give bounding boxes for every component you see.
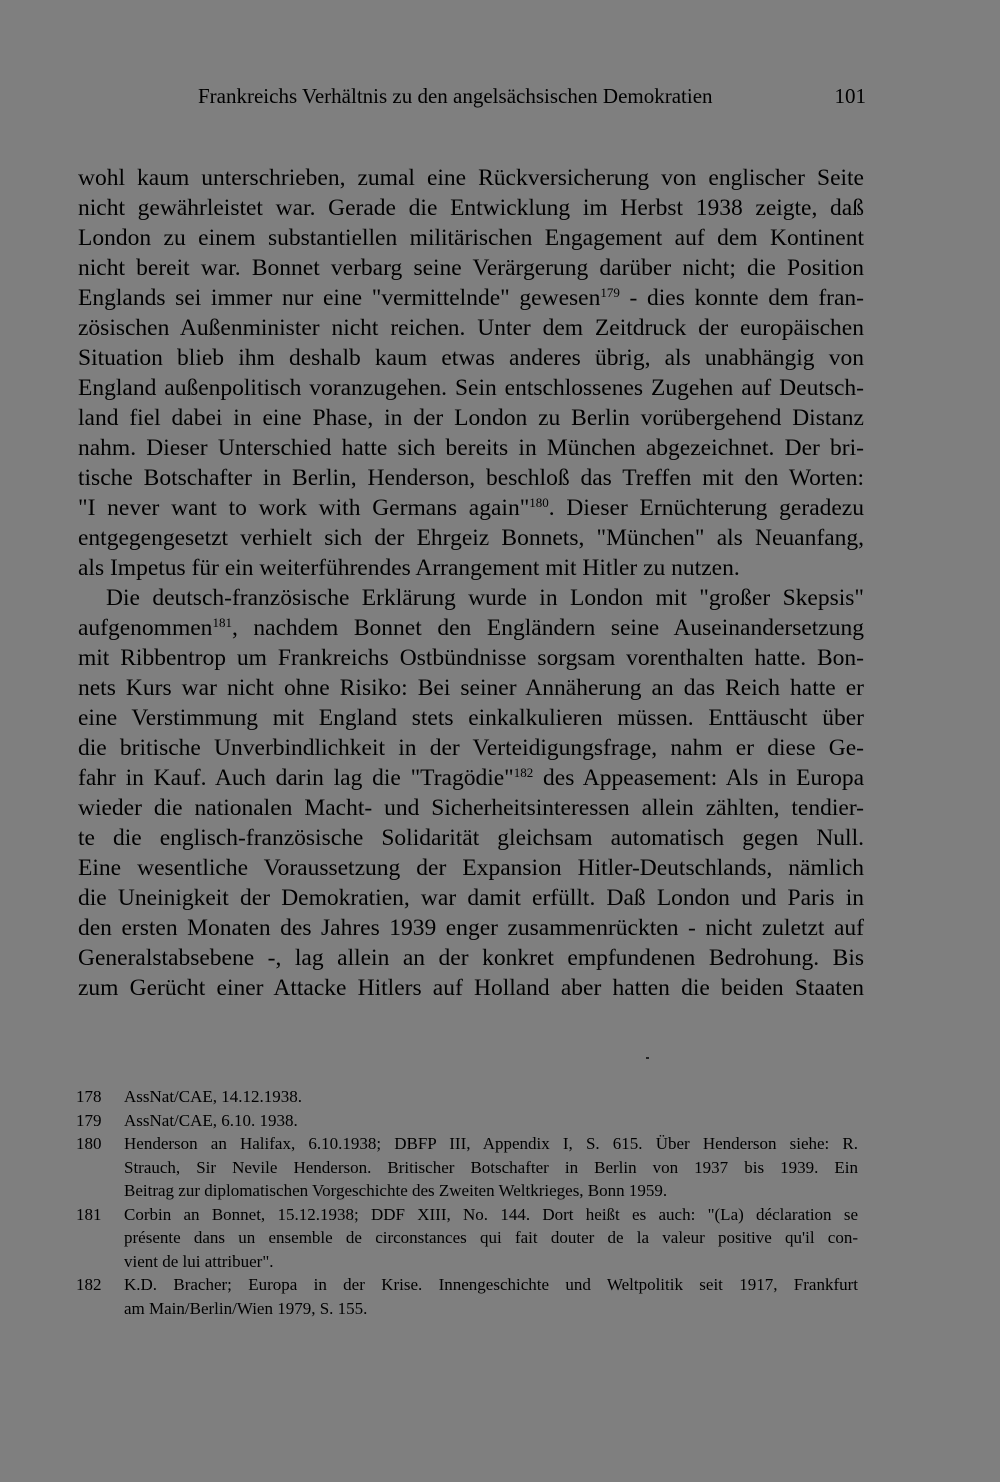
footnote-line: AssNat/CAE, 14.12.1938. (124, 1087, 303, 1106)
text-line: tische Botschafter in Berlin, Henderson, beschloß das Treffen mit den Worten: (78, 465, 864, 491)
footnote-ref: 182 (513, 765, 534, 780)
footnote-line: Beitrag zur diplomatischen Vorgeschichte des Zweiten Weltkrieges, Bonn 1959. (124, 1181, 668, 1200)
text-line: Die deutsch-französische Erklärung wurde in London mit "großer Skepsis" (106, 585, 864, 611)
text-line: land fiel dabei in eine Phase, in der London zu Berlin vorübergehend Distanz (78, 405, 864, 431)
footnote-line: Henderson an Halifax, 6.10.1938; DBFP III, Appendix I, S. 615. Über Henderson siehe: R. (124, 1134, 858, 1153)
footnote-line: présente dans un ensemble de circonstances qui fait douter de la valeur positive qu'il con- (124, 1228, 858, 1247)
footnote-181 (76, 1203, 858, 1274)
text-line: eine Verstimmung mit England stets einkalkulieren müssen. Enttäuscht über (78, 705, 864, 731)
footnote-text (124, 1132, 858, 1203)
page-number: 101 (834, 84, 866, 108)
text-line: als Impetus für ein weiterführendes Arrangement mit Hitler zu nutzen. (78, 555, 740, 581)
text-line: te die englisch-französische Solidarität gleichsam automatisch gegen Null. (78, 825, 864, 851)
text-line: entgegengesetzt verhielt sich der Ehrgeiz Bonnets, "München" als Neuanfang, (78, 525, 864, 551)
text-line: England außenpolitisch voranzugehen. Sein entschlossenes Zugehen auf Deutsch- (78, 375, 864, 401)
text-line: Generalstabsebene -, lag allein an der konkret empfundenen Bedrohung. Bis (78, 945, 864, 971)
footnote-text (124, 1273, 858, 1320)
footnote-ref: 179 (600, 285, 620, 300)
footnote-number: 178 (76, 1087, 102, 1106)
text-line: nicht bereit war. Bonnet verbarg seine Verärgerung darüber nicht; die Position (78, 255, 864, 281)
footnote-separator-mark (646, 1057, 649, 1059)
text-line: zum Gerücht einer Attacke Hitlers auf Holland aber hatten die beiden Staaten (78, 975, 864, 1001)
text-line: London zu einem substantiellen militärischen Engagement auf dem Kontinent (78, 225, 864, 251)
footnote-178 (76, 1085, 858, 1109)
text-line (78, 283, 864, 313)
text-line: mit Ribbentrop um Frankreichs Ostbündnisse sorgsam vorenthalten hatte. Bon- (78, 645, 864, 671)
footnote-text (124, 1109, 858, 1133)
footnote-line: am Main/Berlin/Wien 1979, S. 155. (124, 1298, 368, 1318)
footnote-ref: 181 (212, 615, 232, 630)
text-fragment: Englands sei immer nur eine "vermittelnde" gewesen (78, 285, 601, 311)
footnote-179 (76, 1109, 858, 1133)
text-line (78, 493, 864, 523)
text-fragment: , nachdem Bonnet den Engländern seine Auseinandersetzung (231, 615, 864, 641)
footnote-line: vient de lui attribuer". (124, 1251, 274, 1271)
text-line: zösischen Außenminister nicht reichen. Unter dem Zeitdruck der europäischen (78, 315, 864, 341)
footnote-number: 179 (76, 1110, 102, 1130)
text-fragment: . Dieser Ernüchterung geradezu (548, 495, 864, 521)
main-text (78, 163, 864, 1003)
text-fragment: - dies konnte dem fran- (619, 285, 864, 311)
text-line: nicht gewährleistet war. Gerade die Entwicklung im Herbst 1938 zeigte, daß (78, 195, 864, 221)
footnote-text (124, 1085, 858, 1109)
footnote-number: 181 (76, 1204, 102, 1224)
text-line: die britische Unverbindlichkeit in der Verteidigungsfrage, nahm er diese Ge- (78, 735, 864, 761)
text-fragment: fahr in Kauf. Auch darin lag die "Tragödie" (78, 765, 514, 791)
footnote-text (124, 1203, 858, 1274)
footnote-ref: 180 (529, 495, 549, 510)
footnotes (76, 1085, 858, 1320)
text-line: Situation blieb ihm deshalb kaum etwas anderes übrig, als unabhängig von (78, 345, 864, 371)
footnote-number: 180 (76, 1134, 102, 1153)
running-title: Frankreichs Verhältnis zu den angelsächsischen Demokratien (198, 84, 713, 108)
text-line (78, 763, 864, 793)
text-line (78, 613, 864, 643)
text-line: nets Kurs war nicht ohne Risiko: Bei seiner Annäherung an das Reich hatte er (78, 675, 864, 701)
text-fragment: aufgenommen (78, 615, 213, 641)
footnote-180 (76, 1132, 858, 1203)
text-line: die Uneinigkeit der Demokratien, war damit erfüllt. Daß London und Paris in (78, 885, 864, 911)
footnote-182 (76, 1273, 858, 1320)
text-line: den ersten Monaten des Jahres 1939 enger zusammenrückten - nicht zuletzt auf (78, 915, 864, 941)
text-fragment: des Appeasement: Als in Europa (533, 765, 864, 791)
footnote-line: K.D. Bracher; Europa in der Krise. Innengeschichte und Weltpolitik seit 1917, Frankfurt (124, 1275, 858, 1294)
text-line: wieder die nationalen Macht- und Sicherheitsinteressen allein zählten, tendier- (78, 795, 864, 821)
text-line: nahm. Dieser Unterschied hatte sich bereits in München abgezeichnet. Der bri- (78, 435, 864, 461)
footnote-line: AssNat/CAE, 6.10. 1938. (124, 1110, 298, 1130)
text-line: Eine wesentliche Voraussetzung der Expansion Hitler-Deutschlands, nämlich (78, 855, 864, 881)
footnote-line: Corbin an Bonnet, 15.12.1938; DDF XIII, No. 144. Dort heißt es auch: "(La) déclaration se (124, 1204, 858, 1224)
footnote-number: 182 (76, 1275, 102, 1294)
text-fragment: "I never want to work with Germans again" (78, 495, 530, 521)
text-line: wohl kaum unterschrieben, zumal eine Rückversicherung von englischer Seite (78, 165, 864, 191)
footnote-line: Strauch, Sir Nevile Henderson. Britischer Botschafter in Berlin von 1937 bis 1939. Ein (124, 1157, 858, 1177)
